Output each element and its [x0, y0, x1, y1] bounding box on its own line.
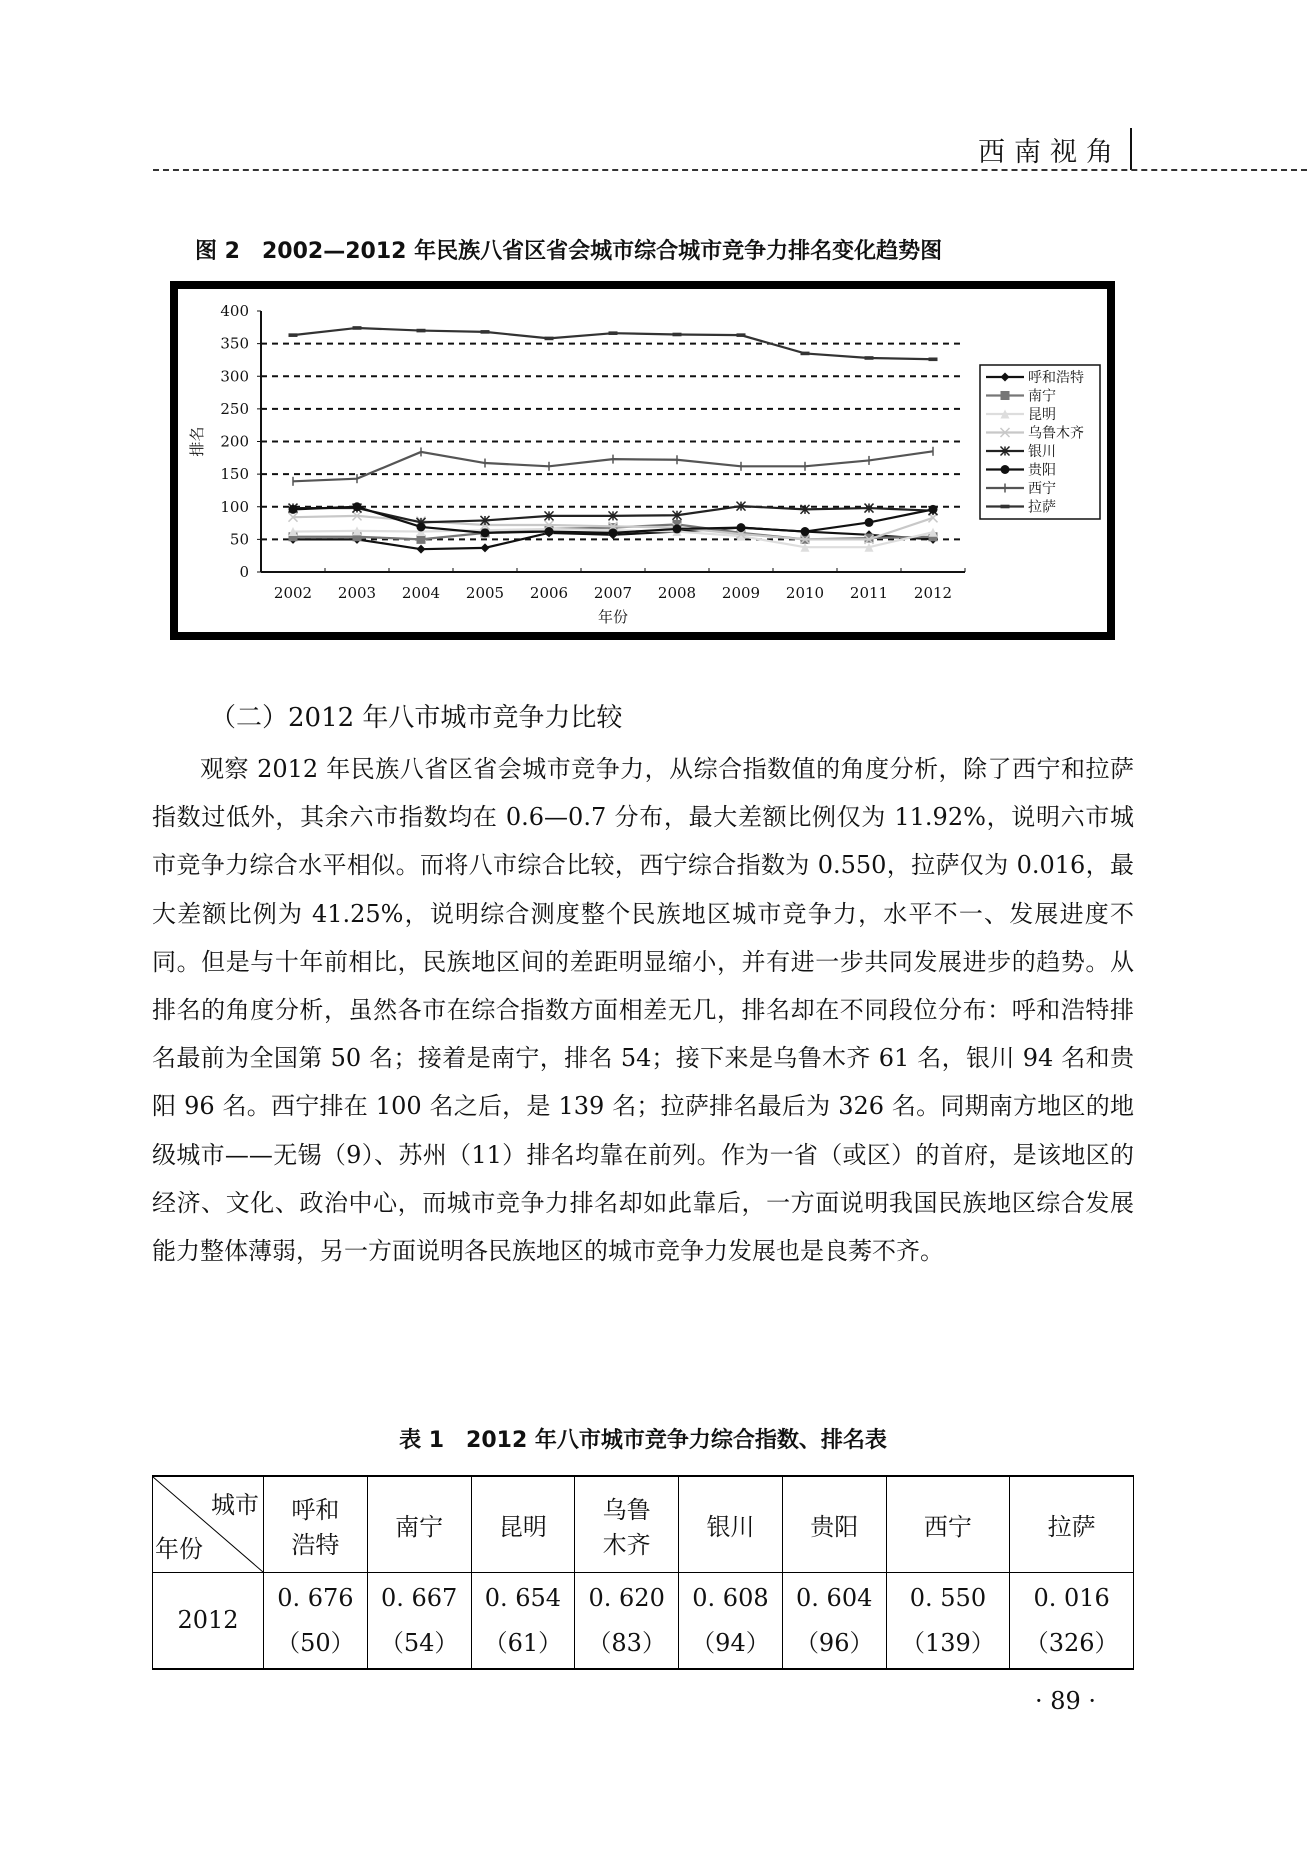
- header-vertical-rule: [1130, 128, 1132, 170]
- data-point: [353, 326, 362, 330]
- cell-index: 0. 604: [796, 1583, 873, 1612]
- data-point: [353, 502, 362, 511]
- cell-index: 0. 620: [588, 1583, 665, 1612]
- table-cell: [471, 1573, 575, 1670]
- x-tick-label: 2003: [337, 584, 377, 602]
- cell-rank: （139）: [901, 1628, 995, 1657]
- legend-label: 呼和浩特: [1028, 370, 1084, 386]
- data-point: [417, 545, 426, 554]
- x-tick-label: 2004: [401, 584, 441, 602]
- data-point: [865, 518, 874, 527]
- cell-index: 0. 676: [277, 1583, 354, 1612]
- x-tick-label: 2010: [785, 584, 825, 602]
- column-header-line: 西宁: [923, 1513, 972, 1541]
- legend-label: 拉萨: [1028, 499, 1056, 516]
- body-paragraph: 观察 2012 年民族八省区省会城市竞争力，从综合指数值的角度分析，除了西宁和拉萨指数过低外，其余六市指数均在 0.6—0.7 分布，最大差额比例仅为 11.92%，说明六市城市竞争力综合水平相似。而将八市综合比较，西宁综合指数为 0.550，拉萨仅为 0.016，最大差额比例为 41.25%，说明综合测度整个民族地区城市竞争力，水平不一、发展进度不同。但是与十年前相比，民族地区间的差距明显缩小，并有进一步共同发展进步的趋势。从排名的角度分析，虽然各市在综合指数方面相差无几，排名却在不同段位分布：呼和浩特排名最前为全国第 50 名；接着是南宁，排名 54；接下来是乌鲁木齐 61 名，银川 94 名和贵阳 96 名。西宁排在 100 名之后，是 139 名；拉萨排名最后为 326 名。同期南方地区的地级城市——无锡（9）、苏州（11）排名均靠在前列。作为一省（或区）的首府，是该地区的经济、文化、政治中心，而城市竞争力排名却如此靠后，一方面说明我国民族地区综合发展能力整体薄弱，另一方面说明各民族地区的城市竞争力发展也是良莠不齐。: [152, 755, 1134, 1266]
- column-header-line: 浩特: [291, 1530, 340, 1559]
- y-axis-title: 排名: [188, 426, 206, 457]
- x-tick-label: 2011: [849, 584, 889, 602]
- data-point: [289, 333, 298, 337]
- column-header: [471, 1476, 575, 1573]
- cell-index: 0. 667: [380, 1583, 458, 1612]
- table-cell: [575, 1573, 679, 1670]
- corner-label-city: 城市: [211, 1491, 259, 1519]
- data-point: [737, 333, 746, 337]
- cell-rank: （54）: [379, 1628, 459, 1657]
- column-header-line: 贵阳: [810, 1513, 859, 1541]
- y-tick-label: 350: [220, 334, 249, 353]
- table-cell: [679, 1573, 783, 1670]
- header-dashed-rule: [153, 169, 1307, 171]
- legend-label: 贵阳: [1028, 462, 1056, 479]
- x-tick-label: 2012: [913, 584, 953, 602]
- cell-rank: （83）: [587, 1628, 666, 1657]
- x-tick-label: 2002: [273, 584, 313, 602]
- y-tick-label: 200: [220, 432, 249, 451]
- cell-rank: （50）: [276, 1628, 355, 1657]
- chart-frame: [170, 281, 1115, 640]
- line-chart: [178, 289, 1107, 632]
- table-header-row: [153, 1476, 1134, 1573]
- x-tick-label: 2009: [721, 584, 761, 602]
- data-point: [545, 337, 554, 341]
- cell-rank: （96）: [794, 1628, 874, 1657]
- table-cell: [886, 1573, 1010, 1670]
- cell-rank: （94）: [691, 1628, 770, 1657]
- table-cell: [264, 1573, 368, 1670]
- column-header-line: 木齐: [602, 1530, 651, 1559]
- cell-index: 0. 550: [909, 1583, 987, 1612]
- cell-rank: （326）: [1024, 1628, 1119, 1657]
- x-axis-title: 年份: [597, 608, 629, 626]
- data-point: [609, 528, 618, 537]
- legend-label: 乌鲁木齐: [1028, 425, 1084, 442]
- cell-index: 0. 654: [484, 1583, 562, 1612]
- data-point: [865, 356, 874, 360]
- data-point: [481, 528, 490, 537]
- column-header-line: 昆明: [498, 1513, 547, 1541]
- column-header: [679, 1476, 783, 1573]
- x-tick-label: 2006: [529, 584, 569, 602]
- data-point: [929, 357, 938, 361]
- y-tick-label: 250: [220, 399, 249, 418]
- x-tick-label: 2007: [593, 584, 633, 602]
- corner-label-year: 年份: [155, 1535, 203, 1563]
- y-tick-label: 50: [229, 530, 249, 549]
- legend-label: 西宁: [1028, 481, 1056, 497]
- data-point: [673, 333, 682, 337]
- section-heading: （二）2012 年八市城市竞争力比较: [210, 703, 623, 733]
- y-tick-label: 100: [220, 497, 249, 516]
- x-tick-label: 2008: [657, 584, 697, 602]
- data-point: [417, 535, 426, 544]
- column-header: [367, 1476, 471, 1573]
- cell-rank: （61）: [483, 1628, 563, 1657]
- column-header: [782, 1476, 886, 1573]
- legend-label: 南宁: [1028, 388, 1056, 405]
- y-tick-label: 0: [239, 563, 249, 581]
- data-point: [417, 522, 426, 531]
- legend-marker: [1001, 465, 1010, 474]
- legend-marker: [1001, 505, 1010, 509]
- column-header: [264, 1476, 368, 1573]
- column-header: [575, 1476, 679, 1573]
- data-point: [801, 527, 810, 536]
- data-point: [481, 330, 490, 334]
- table-row: [153, 1573, 1134, 1670]
- table-corner-cell: [153, 1476, 264, 1573]
- running-header-title: 西南视角: [978, 137, 1122, 168]
- data-point: [929, 505, 938, 514]
- data-point: [737, 523, 746, 532]
- legend-label: 昆明: [1028, 407, 1056, 423]
- data-table: [152, 1475, 1134, 1670]
- data-point: [673, 524, 682, 533]
- x-tick-label: 2005: [465, 584, 505, 602]
- column-header-line: 乌鲁: [602, 1495, 651, 1524]
- column-header-line: 南宁: [395, 1513, 444, 1541]
- column-header: [886, 1476, 1010, 1573]
- table-cell: [367, 1573, 471, 1670]
- column-header: [1010, 1476, 1134, 1573]
- cell-index: 0. 016: [1033, 1583, 1110, 1612]
- column-header-line: 呼和: [291, 1495, 340, 1524]
- data-point: [545, 527, 554, 536]
- cell-index: 0. 608: [692, 1583, 769, 1612]
- y-tick-label: 400: [220, 302, 249, 320]
- y-tick-label: 150: [220, 465, 249, 484]
- column-header-line: 拉萨: [1047, 1513, 1096, 1541]
- data-point: [609, 331, 618, 335]
- table-caption: 表 1 2012 年八市城市竞争力综合指数、排名表: [399, 1428, 887, 1453]
- data-point: [801, 352, 810, 356]
- data-point: [289, 505, 298, 514]
- column-header-line: 银川: [706, 1513, 755, 1541]
- y-tick-label: 300: [220, 367, 249, 386]
- table-cell: [1010, 1573, 1134, 1670]
- row-year: 2012: [153, 1573, 264, 1670]
- data-point: [481, 543, 490, 552]
- legend-marker: [1001, 391, 1010, 400]
- data-point: [417, 329, 426, 333]
- table-cell: [782, 1573, 886, 1670]
- figure-caption: 图 2 2002—2012 年民族八省区省会城市综合城市竞争力排名变化趋势图: [195, 239, 943, 264]
- page-number: · 89 ·: [1035, 1687, 1097, 1715]
- legend-label: 银川: [1028, 444, 1056, 460]
